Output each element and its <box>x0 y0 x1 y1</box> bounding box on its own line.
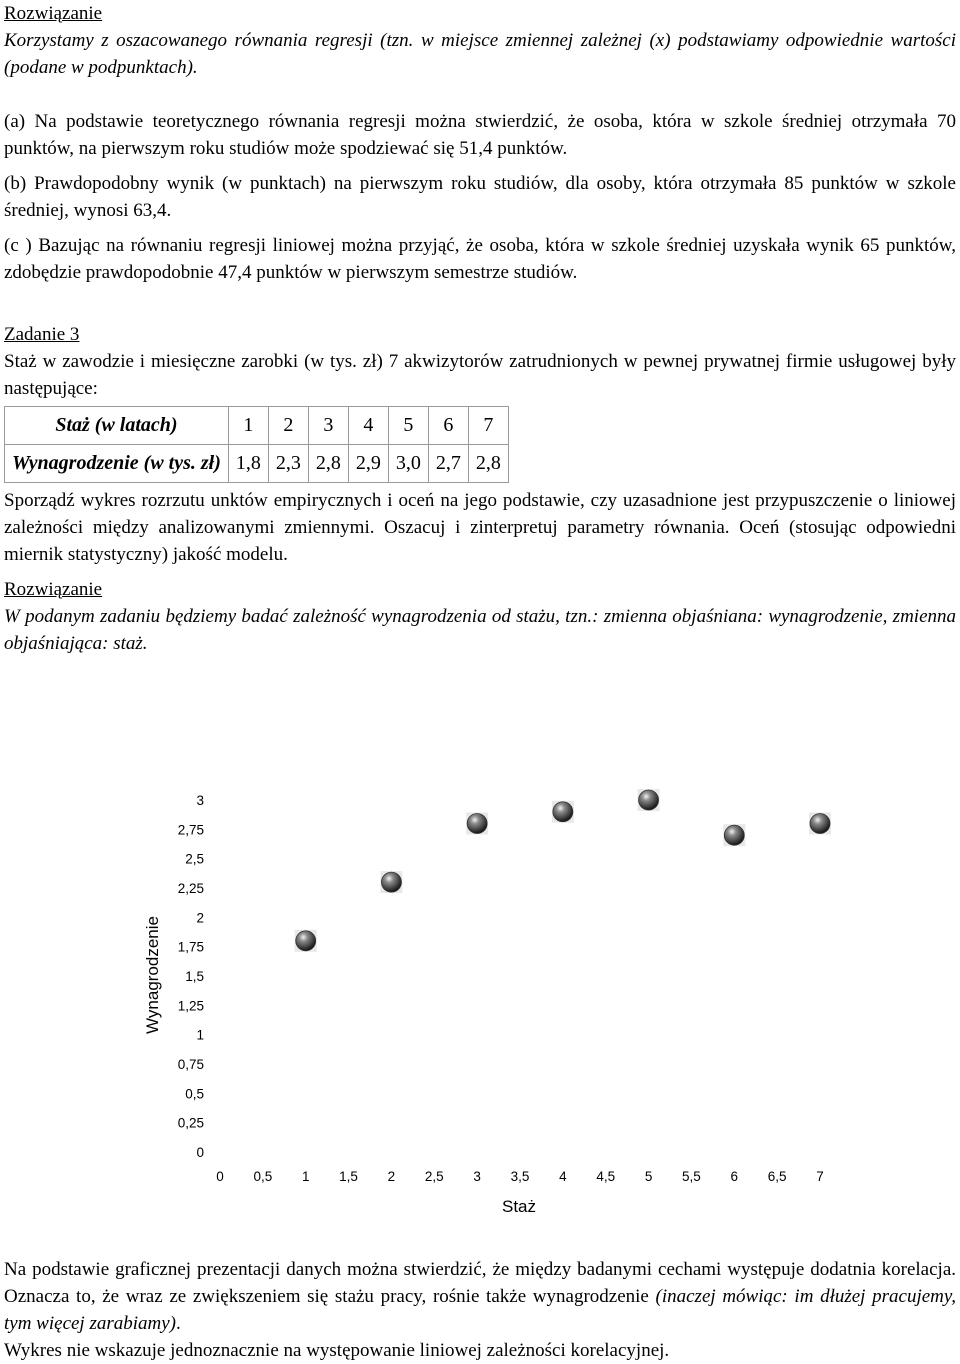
x-tick-label: 2,5 <box>424 1169 444 1184</box>
table-cell: 2,9 <box>348 445 388 483</box>
table-cell: 5 <box>388 407 428 445</box>
y-tick-label: 1,75 <box>177 939 204 955</box>
solution2-intro: W podanym zadaniu będziemy badać zależność wynagrodzenia od stażu, tzn.: zmienna objaśniana: wynagrodzenie, zmienna objaśniająca: staż. <box>4 606 956 654</box>
y-tick-label: 2 <box>196 910 204 926</box>
data-point <box>723 824 745 846</box>
table-cell: 7 <box>468 407 508 445</box>
x-tick-label: 5,5 <box>682 1169 701 1184</box>
x-tick-label: 6,5 <box>767 1169 787 1184</box>
table-cell: 6 <box>428 407 468 445</box>
x-axis-label: Staż <box>501 1197 537 1216</box>
conclusion-italic: (inaczej mówiąc: im dłużej pracujemy, tym więcej zarabiamy) <box>4 1286 957 1334</box>
marker <box>639 790 659 810</box>
y-tick-label: 1,5 <box>185 969 204 984</box>
y-tick-label: 0 <box>196 1145 204 1160</box>
table-cell: 2,8 <box>468 445 508 483</box>
table-header-staz: Staż (w latach) <box>5 407 229 445</box>
conclusion-paragraph <box>4 1256 956 1337</box>
x-tick-label: 1,5 <box>339 1169 358 1184</box>
task3-intro: Staż w zawodzie i miesięczne zarobki (w tys. zł) 7 akwizytorów zatrudnionych w pewnej prywatnej firmie usługowej były następujące: <box>4 351 956 399</box>
x-tick-label: 3,5 <box>510 1169 530 1184</box>
y-tick-label: 3 <box>196 793 204 808</box>
answer-a: (a) Na podstawie teoretycznego równania regresji można stwierdzić, że osoba, która w szkole średniej otrzymała 70 punktów, na pierwszym roku studiów może spodziewać się 51,4 punktów. <box>4 111 956 159</box>
conclusion-text: Na podstawie graficznej prezentacji danych można stwierdzić, że między badanymi cechami występuje dodatnia korelacja. Oznacza to, że wraz ze zwiększeniem się stażu pracy, rośnie także wynagrodzenie <box>4 1259 956 1307</box>
scatter-chart <box>0 770 960 1230</box>
table-row <box>5 445 509 483</box>
data-point <box>466 812 488 834</box>
data-points <box>295 789 831 952</box>
y-axis-label: Wynagrodzenie <box>143 916 162 1034</box>
x-axis-ticks <box>216 1169 824 1184</box>
x-tick-label: 5 <box>644 1169 653 1184</box>
task3-instructions: Sporządź wykres rozrzutu unktów empirycznych i oceń na jego podstawie, czy uzasadnione jest przypuszczenie o liniowej zależności między analizowanymi zmiennymi. Oszacuj i zinterpretuj parametry równania. Oceń (stosując odpowiedni miernik statystyczny) jakość modelu. <box>4 490 956 565</box>
data-table <box>4 406 509 483</box>
y-tick-label: 1,25 <box>177 998 204 1014</box>
y-tick-label: 2,75 <box>177 822 204 838</box>
table-row <box>5 407 509 445</box>
marker <box>467 813 487 833</box>
table-cell: 1 <box>228 407 268 445</box>
x-tick-label: 6 <box>730 1169 739 1184</box>
y-tick-label: 0,5 <box>185 1086 204 1102</box>
x-tick-label: 1 <box>301 1169 310 1184</box>
x-tick-label: 4 <box>559 1169 567 1184</box>
data-point <box>638 789 660 811</box>
conclusion-final: Wykres nie wskazuje jednoznacznie na występowanie liniowej zależności korelacyjnej. <box>4 1340 670 1361</box>
marker <box>381 872 401 892</box>
task3-heading: Zadanie 3 <box>4 324 80 345</box>
answer-c: (c ) Bazując na równaniu regresji liniowej można przyjąć, że osoba, która w szkole średniej uzyskała wynik 65 punktów, zdobędzie prawdopodobnie 47,4 punktów w pierwszym semestrze studiów. <box>4 235 956 283</box>
x-tick-label: 2 <box>387 1169 396 1184</box>
y-axis-ticks <box>178 793 204 1160</box>
marker <box>553 802 573 822</box>
document-page <box>4 0 956 657</box>
data-point <box>552 801 574 823</box>
y-tick-label: 2,25 <box>177 881 204 896</box>
y-tick-label: 0,25 <box>177 1115 204 1131</box>
table-cell: 3,0 <box>388 445 428 483</box>
table-cell: 2 <box>268 407 308 445</box>
table-cell: 3 <box>308 407 348 445</box>
answer-b: (b) Prawdopodobny wynik (w punktach) na pierwszym roku studiów, dla osoby, która otrzymała 85 punktów w szkole średniej, wynosi 63,4. <box>4 173 956 221</box>
solution-intro: Korzystamy z oszacowanego równania regresji (tzn. w miejsce zmiennej zależnej (x) podstawiamy odpowiednie wartości (podane w podpunktach). <box>4 30 956 78</box>
x-tick-label: 0 <box>216 1169 224 1184</box>
data-point <box>295 930 317 952</box>
x-tick-label: 7 <box>816 1169 824 1184</box>
x-tick-label: 3 <box>473 1169 481 1184</box>
data-point <box>809 812 831 834</box>
data-point <box>380 871 402 893</box>
table-cell: 2,3 <box>268 445 308 483</box>
x-tick-label: 4,5 <box>596 1169 616 1184</box>
y-tick-label: 2,5 <box>185 851 204 867</box>
conclusion-end: . <box>176 1313 181 1334</box>
table-header-wynagrodzenie: Wynagrodzenie (w tys. zł) <box>5 445 229 483</box>
y-tick-label: 1 <box>196 1027 204 1043</box>
marker <box>724 825 744 845</box>
table-cell: 2,7 <box>428 445 468 483</box>
y-tick-label: 0,75 <box>177 1057 204 1072</box>
marker <box>296 931 316 951</box>
table-cell: 2,8 <box>308 445 348 483</box>
solution-heading: Rozwiązanie <box>4 3 103 24</box>
conclusion-section <box>4 1256 956 1364</box>
solution2-heading: Rozwiązanie <box>4 579 103 600</box>
x-tick-label: 0,5 <box>253 1169 273 1184</box>
marker <box>810 813 830 833</box>
table-cell: 1,8 <box>228 445 268 483</box>
table-cell: 4 <box>348 407 388 445</box>
